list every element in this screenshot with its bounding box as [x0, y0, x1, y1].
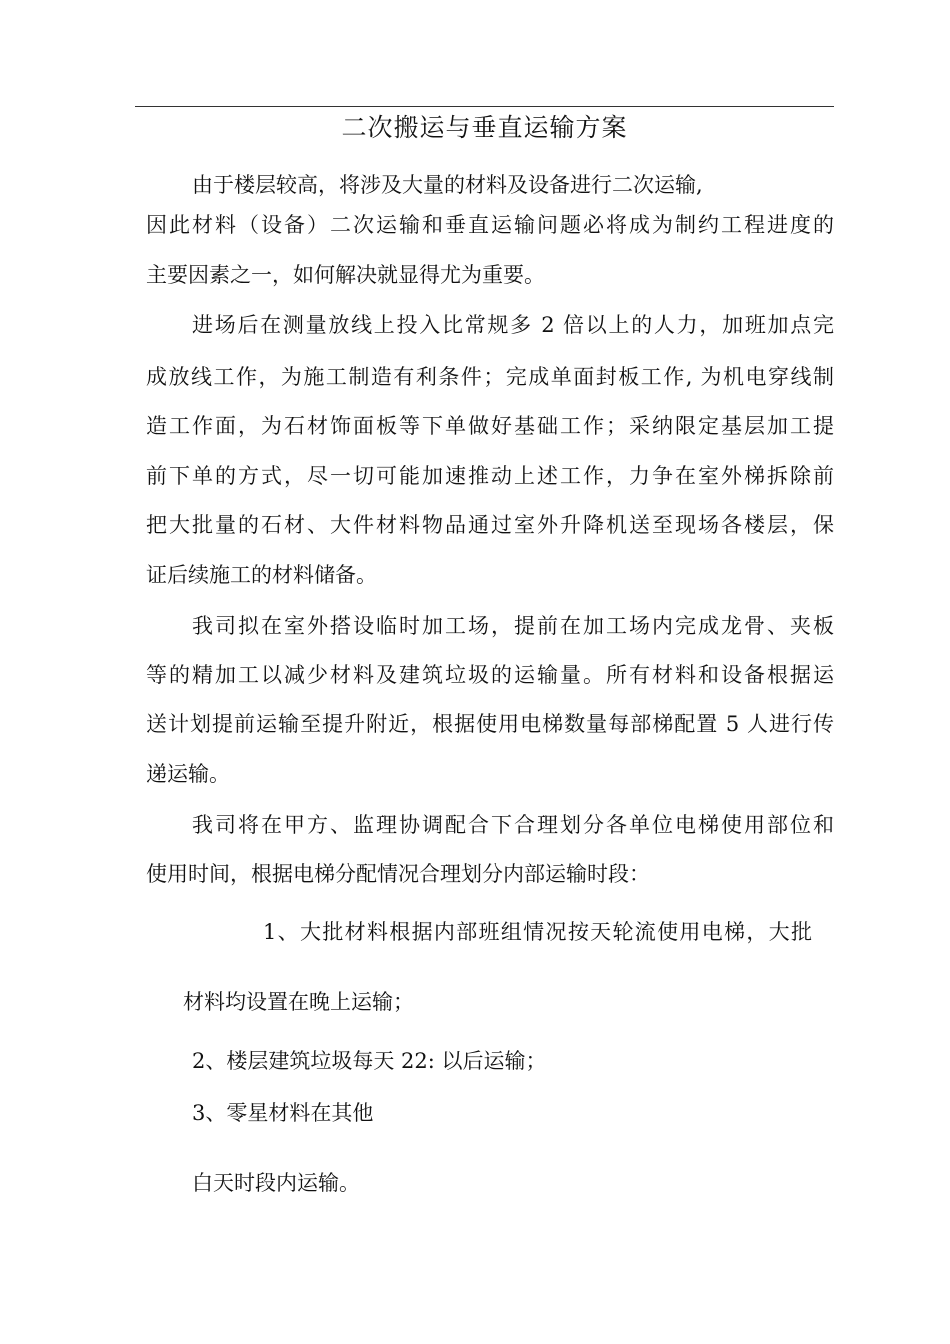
paragraph-2-line-6: 证后续施工的材料储备。: [146, 563, 377, 587]
paragraph-2-line-3: 造工作面，为石材饰面板等下单做好基础工作；采纳限定基层加工提: [146, 414, 834, 438]
list-item-3-line-2: 白天时段内运输。: [192, 1171, 360, 1195]
paragraph-2-line-2: 成放线工作，为施工制造有利条件；完成单面封板工作, 为机电穿线制: [146, 365, 834, 389]
paragraph-4-line-1: 我司将在甲方、监理协调配合下合理划分各单位电梯使用部位和: [192, 813, 834, 837]
paragraph-1-line-2: 因此材料（设备）二次运输和垂直运输问题必将成为制约工程进度的: [146, 213, 834, 237]
paragraph-4-line-2: 使用时间，根据电梯分配情况合理划分内部运输时段：: [146, 862, 650, 886]
header-rule: [135, 106, 834, 107]
list-item-3-line-1: 3、零星材料在其他: [192, 1101, 374, 1125]
paragraph-2-line-5: 把大批量的石材、大件材料物品通过室外升降机送至现场各楼层，保: [146, 513, 834, 537]
list-item-1-line-2: 材料均设置在晚上运输；: [183, 990, 414, 1014]
paragraph-3-line-3: 送计划提前运输至提升附近，根据使用电梯数量每部梯配置 5 人进行传: [146, 712, 834, 736]
list-item-1-line-1: 1、大批材料根据内部班组情况按天轮流使用电梯，大批: [263, 920, 812, 944]
list-item-2: 2、楼层建筑垃圾每天 22: 以后运输；: [192, 1049, 547, 1073]
paragraph-2-line-1: 进场后在测量放线上投入比常规多 2 倍以上的人力，加班加点完: [192, 313, 834, 337]
paragraph-3-line-2: 等的精加工以减少材料及建筑垃圾的运输量。所有材料和设备根据运: [146, 663, 834, 687]
paragraph-2-line-4: 前下单的方式，尽一切可能加速推动上述工作，力争在室外梯拆除前: [146, 464, 834, 488]
paragraph-3-line-4: 递运输。: [146, 762, 230, 786]
document-title: 二次搬运与垂直运输方案: [341, 113, 628, 142]
paragraph-1-line-1: 由于楼层较高，将涉及大量的材料及设备进行二次运输,: [192, 173, 703, 197]
paragraph-3-line-1: 我司拟在室外搭设临时加工场，提前在加工场内完成龙骨、夹板: [192, 614, 834, 638]
paragraph-1-line-3: 主要因素之一，如何解决就显得尤为重要。: [146, 263, 545, 287]
